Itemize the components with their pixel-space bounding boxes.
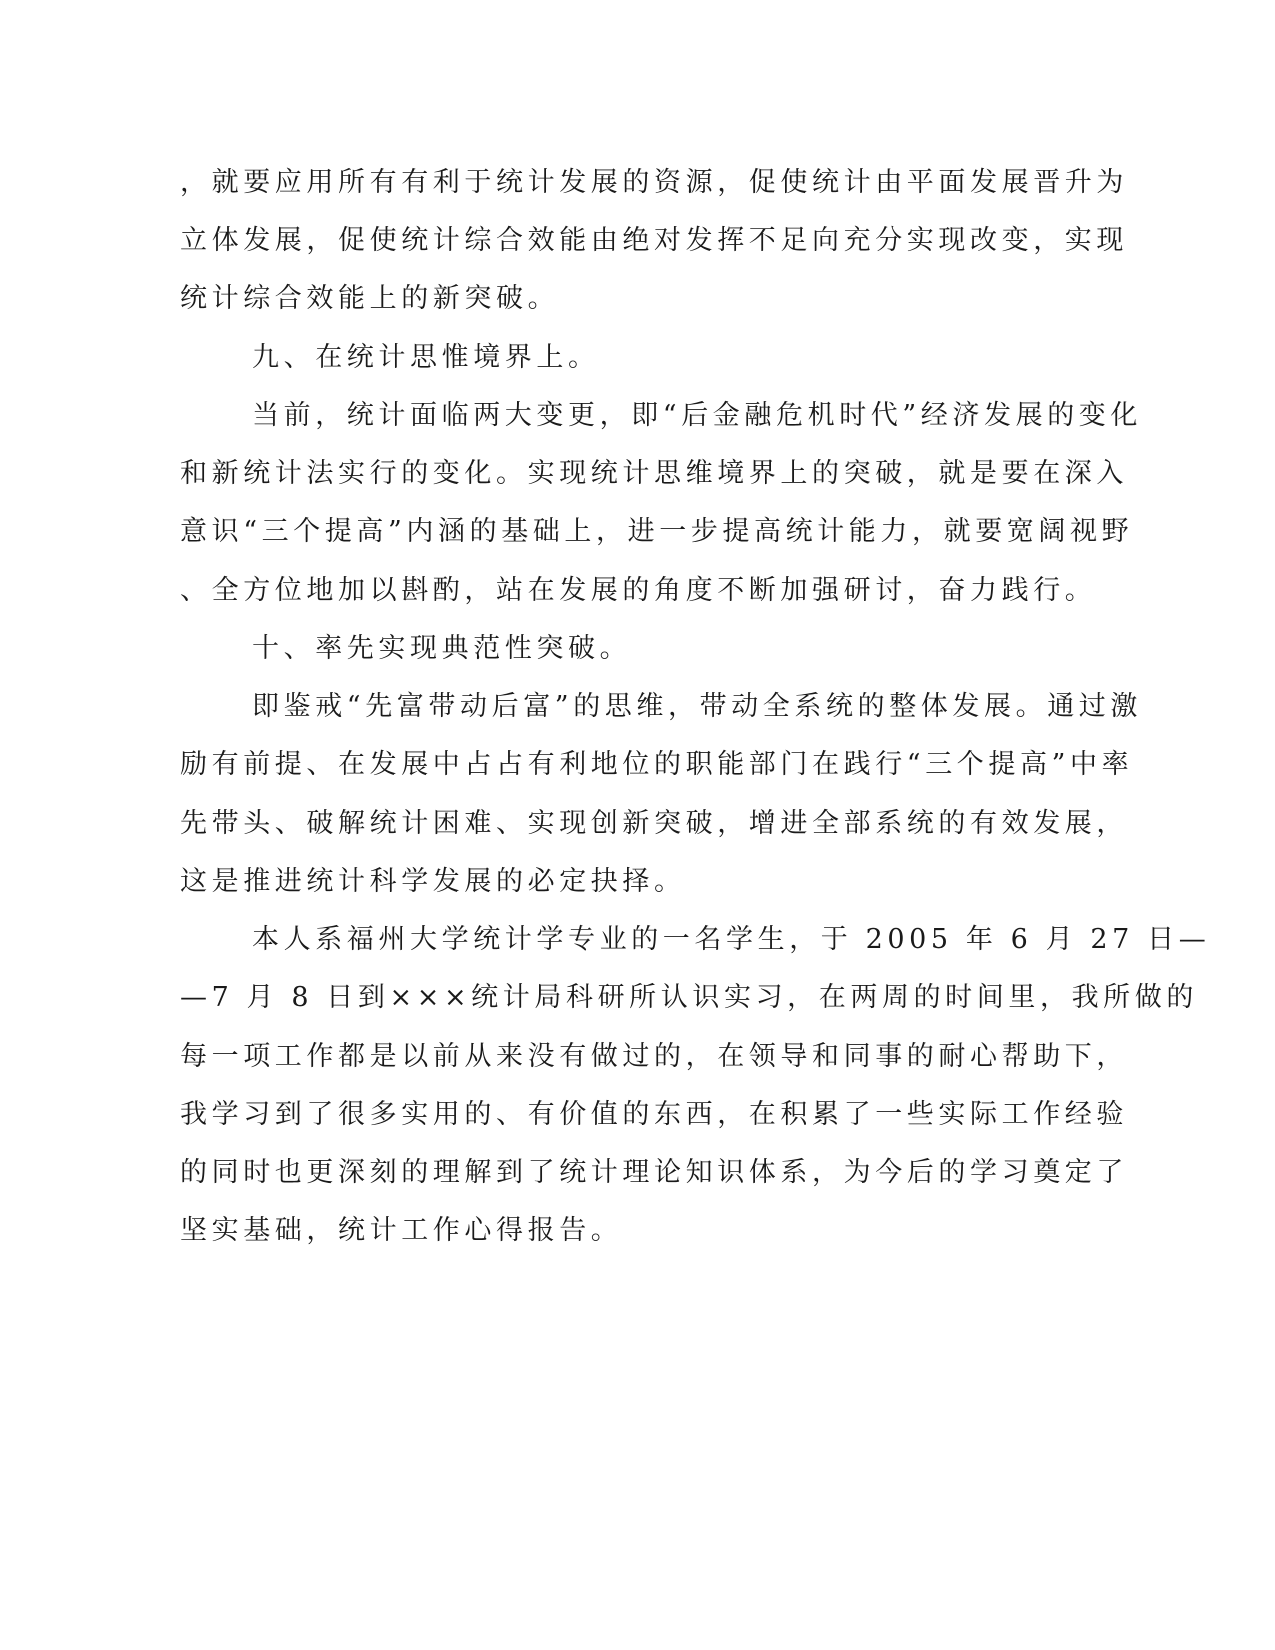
text-line: 意识“三个提高”内涵的基础上，进一步提高统计能力，就要宽阔视野	[180, 516, 1134, 547]
text-line: —7 月 8 日到×××统计局科研所认识实习，在两周的时间里，我所做的	[180, 982, 1198, 1013]
text-line: 和新统计法实行的变化。实现统计思维境界上的突破，就是要在深入	[180, 458, 1128, 489]
text-line: 、全方位地加以斟酌，站在发展的角度不断加强研讨，奋力践行。	[180, 575, 1097, 606]
text-line: 先带头、破解统计困难、实现创新突破，增进全部系统的有效发展，	[180, 808, 1128, 839]
text-line: 坚实基础，统计工作心得报告。	[180, 1215, 623, 1246]
text-line: ，就要应用所有有利于统计发展的资源，促使统计由平面发展晋升为	[180, 167, 1128, 198]
text-line: 每一项工作都是以前从来没有做过的，在领导和同事的耐心帮助下，	[180, 1041, 1128, 1072]
text-line: 我学习到了很多实用的、有价值的东西，在积累了一些实际工作经验	[180, 1099, 1128, 1130]
text-line: 统计综合效能上的新突破。	[180, 283, 560, 314]
text-line: 励有前提、在发展中占占有利地位的职能部门在践行“三个提高”中率	[180, 749, 1134, 780]
text-line: 这是推进统计科学发展的必定抉择。	[180, 866, 686, 897]
text-line: 的同时也更深刻的理解到了统计理论知识体系，为今后的学习奠定了	[180, 1157, 1128, 1188]
text-line: 立体发展，促使统计综合效能由绝对发挥不足向充分实现改变，实现	[180, 225, 1128, 256]
section-heading: 十、率先实现典范性突破。	[252, 633, 632, 664]
section-heading: 九、在统计思惟境界上。	[252, 342, 600, 373]
text-line: 即鉴戒“先富带动后富”的思维，带动全系统的整体发展。通过激	[252, 691, 1143, 722]
text-line: 当前，统计面临两大变更，即“后金融危机时代”经济发展的变化	[252, 400, 1143, 431]
text-line: 本人系福州大学统计学专业的一名学生，于 2005 年 6 月 27 日—	[252, 924, 1211, 955]
